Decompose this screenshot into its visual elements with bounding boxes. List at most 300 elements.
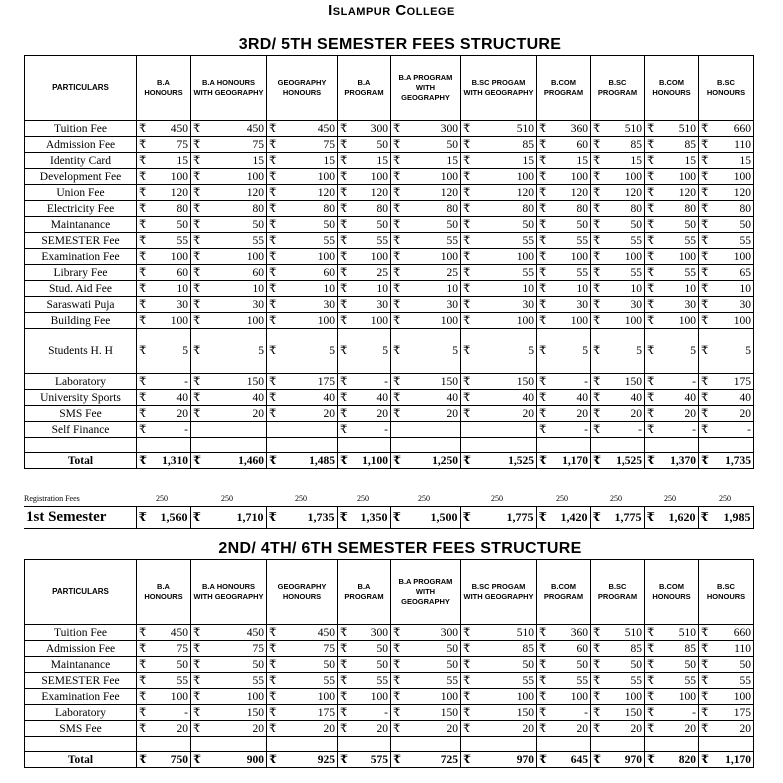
amount-cell [338, 374, 391, 390]
amount-cell [191, 705, 267, 721]
amount-value: 100 [570, 170, 588, 183]
currency-symbol: ₹ [539, 423, 547, 436]
amount-cell [699, 281, 754, 297]
currency-symbol: ₹ [463, 626, 471, 639]
currency-symbol: ₹ [193, 407, 201, 420]
amount-cell [267, 201, 338, 217]
amount-cell [391, 374, 461, 390]
amount-cell [537, 249, 591, 265]
amount-cell [391, 673, 461, 689]
currency-symbol: ₹ [193, 706, 201, 719]
fee-row [25, 673, 754, 689]
amount-cell [591, 201, 645, 217]
amount-cell [537, 169, 591, 185]
amount-cell [338, 689, 391, 705]
currency-symbol: ₹ [269, 170, 277, 183]
amount-value: 15 [176, 154, 188, 167]
currency-symbol: ₹ [393, 706, 401, 719]
amount-cell [699, 297, 754, 313]
amount-cell [391, 453, 461, 469]
amount-cell [645, 453, 699, 469]
currency-symbol: ₹ [701, 753, 710, 766]
amount-value: 10 [522, 282, 534, 295]
currency-symbol: ₹ [463, 375, 471, 388]
amount-value: 150 [246, 706, 264, 719]
amount-value: 15 [252, 154, 264, 167]
currency-symbol: ₹ [269, 282, 277, 295]
currency-symbol: ₹ [340, 690, 348, 703]
currency-symbol: ₹ [193, 202, 201, 215]
currency-symbol: ₹ [701, 423, 709, 436]
currency-symbol: ₹ [701, 454, 710, 467]
currency-symbol: ₹ [539, 282, 547, 295]
amount-cell [461, 390, 537, 406]
header-course: B.SC PROGRAM [591, 560, 645, 625]
amount-cell [645, 673, 699, 689]
currency-symbol: ₹ [462, 510, 471, 524]
amount-value: 120 [733, 186, 751, 199]
currency-symbol: ₹ [393, 314, 401, 327]
currency-symbol: ₹ [463, 391, 471, 404]
currency-symbol: ₹ [393, 122, 401, 135]
amount-cell [591, 297, 645, 313]
currency-symbol: ₹ [647, 314, 655, 327]
amount-value: 80 [376, 202, 388, 215]
amount-cell [699, 721, 754, 737]
amount-value: 10 [630, 282, 642, 295]
amount-value: 55 [684, 234, 696, 247]
amount-value: 100 [370, 250, 388, 263]
amount-cell [537, 689, 591, 705]
amount-value: 100 [170, 690, 188, 703]
first-semester-value: 1,985 [723, 510, 751, 524]
amount-cell [699, 329, 754, 374]
currency-symbol: ₹ [269, 138, 277, 151]
amount-value: 20 [252, 407, 264, 420]
amount-value: 100 [440, 314, 458, 327]
currency-symbol: ₹ [269, 122, 277, 135]
amount-cell [645, 657, 699, 673]
amount-value: 100 [570, 690, 588, 703]
fee-label: Tuition Fee [25, 625, 137, 641]
amount-cell [267, 374, 338, 390]
currency-symbol: ₹ [193, 642, 201, 655]
amount-value: 55 [739, 234, 751, 247]
fees-table-3rd-5th [24, 55, 754, 469]
amount-cell [699, 422, 754, 438]
currency-symbol: ₹ [701, 314, 709, 327]
amount-cell [591, 153, 645, 169]
currency-symbol: ₹ [393, 391, 401, 404]
currency-symbol: ₹ [593, 266, 601, 279]
amount-value: 5 [582, 345, 588, 357]
amount-cell [137, 249, 191, 265]
amount-value: 55 [630, 266, 642, 279]
amount-value: 40 [252, 391, 264, 404]
currency-symbol: ₹ [539, 706, 547, 719]
amount-cell [645, 169, 699, 185]
amount-value: - [692, 375, 696, 388]
amount-cell [645, 721, 699, 737]
currency-symbol: ₹ [593, 690, 601, 703]
fee-label: Self Finance [25, 422, 137, 438]
blank-cell [338, 737, 391, 752]
currency-symbol: ₹ [340, 407, 348, 420]
amount-cell [537, 390, 591, 406]
currency-symbol: ₹ [701, 375, 709, 388]
amount-cell [267, 121, 338, 137]
fee-row [25, 281, 754, 297]
amount-cell [267, 217, 338, 233]
first-semester-value: 1,775 [614, 510, 642, 524]
amount-cell [461, 297, 537, 313]
amount-cell [537, 121, 591, 137]
currency-symbol: ₹ [193, 122, 201, 135]
first-semester-cell [590, 507, 644, 529]
currency-symbol: ₹ [340, 234, 348, 247]
amount-cell [461, 374, 537, 390]
amount-value: 120 [516, 186, 534, 199]
amount-cell [391, 390, 461, 406]
amount-value: 100 [678, 170, 696, 183]
amount-value: 100 [516, 170, 534, 183]
blank-cell [391, 438, 461, 453]
fee-row [25, 329, 754, 374]
fee-label: Tuition Fee [25, 121, 137, 137]
currency-symbol: ₹ [701, 186, 709, 199]
currency-symbol: ₹ [340, 282, 348, 295]
amount-value: 660 [733, 626, 751, 639]
fee-row [25, 657, 754, 673]
amount-value: 80 [323, 202, 335, 215]
currency-symbol: ₹ [647, 674, 655, 687]
currency-symbol: ₹ [539, 407, 547, 420]
amount-cell [338, 249, 391, 265]
currency-symbol: ₹ [192, 510, 201, 524]
amount-value: 55 [684, 266, 696, 279]
first-semester-cell [390, 507, 460, 529]
amount-cell [645, 265, 699, 281]
fee-label: SEMESTER Fee [25, 673, 137, 689]
amount-cell [645, 406, 699, 422]
amount-cell [338, 185, 391, 201]
section1-title: 3RD/ 5TH SEMESTER FEES STRUCTURE [238, 36, 562, 53]
fee-label: SEMESTER Fee [25, 233, 137, 249]
amount-cell [338, 721, 391, 737]
amount-value: 25 [376, 266, 388, 279]
amount-cell [591, 673, 645, 689]
currency-symbol: ₹ [393, 690, 401, 703]
amount-value: 100 [678, 250, 696, 263]
amount-cell [191, 329, 267, 374]
amount-cell [699, 752, 754, 768]
currency-symbol: ₹ [393, 454, 402, 467]
total-label: Total [25, 453, 137, 469]
currency-symbol: ₹ [647, 218, 655, 231]
currency-symbol: ₹ [593, 170, 601, 183]
amount-cell [391, 297, 461, 313]
amount-cell [338, 137, 391, 153]
currency-symbol: ₹ [593, 234, 601, 247]
currency-symbol: ₹ [269, 753, 278, 766]
amount-value: 20 [446, 407, 458, 420]
currency-symbol: ₹ [340, 314, 348, 327]
amount-cell [461, 217, 537, 233]
currency-symbol: ₹ [269, 186, 277, 199]
amount-cell [591, 705, 645, 721]
amount-cell [191, 217, 267, 233]
currency-symbol: ₹ [393, 250, 401, 263]
amount-cell [591, 185, 645, 201]
amount-value: 20 [630, 722, 642, 735]
amount-cell [591, 374, 645, 390]
college-name: Islampur College [328, 2, 455, 19]
amount-cell [699, 313, 754, 329]
header-course: B.A PROGRAM WITH GEOGRAPHY [391, 560, 461, 625]
header-course: GEOGRAPHY HONOURS [267, 560, 338, 625]
header-course: B.SC PROGAM WITH GEOGRAPHY [461, 56, 537, 121]
amount-value: 30 [376, 298, 388, 311]
amount-value: 175 [317, 706, 335, 719]
amount-value: 100 [678, 690, 696, 703]
currency-symbol: ₹ [139, 375, 147, 388]
amount-cell [645, 329, 699, 374]
currency-symbol: ₹ [269, 266, 277, 279]
amount-value: 60 [576, 642, 588, 655]
amount-cell [591, 137, 645, 153]
amount-value: 360 [570, 122, 588, 135]
amount-cell [137, 169, 191, 185]
currency-symbol: ₹ [463, 722, 471, 735]
amount-cell [591, 453, 645, 469]
currency-symbol: ₹ [393, 154, 401, 167]
amount-value: 40 [739, 391, 751, 404]
amount-value: 55 [176, 234, 188, 247]
currency-symbol: ₹ [269, 375, 277, 388]
amount-value: 75 [176, 642, 188, 655]
fee-row [25, 201, 754, 217]
amount-value: 5 [182, 345, 188, 357]
amount-cell [699, 137, 754, 153]
amount-cell [391, 721, 461, 737]
amount-value: 30 [323, 298, 335, 311]
amount-value: 50 [630, 218, 642, 231]
amount-cell [191, 390, 267, 406]
header-particulars: PARTICULARS [25, 56, 137, 121]
amount-value: 85 [630, 642, 642, 655]
amount-value: 100 [440, 250, 458, 263]
currency-symbol: ₹ [269, 626, 277, 639]
fee-label: SMS Fee [25, 721, 137, 737]
amount-value: 55 [684, 674, 696, 687]
amount-value: 820 [678, 753, 696, 766]
amount-value: 100 [317, 250, 335, 263]
amount-cell [338, 752, 391, 768]
amount-value: 55 [176, 674, 188, 687]
currency-symbol: ₹ [193, 391, 201, 404]
blank-cell [645, 737, 699, 752]
amount-cell [461, 153, 537, 169]
currency-symbol: ₹ [340, 154, 348, 167]
amount-cell [461, 313, 537, 329]
amount-value: 925 [317, 753, 335, 766]
currency-symbol: ₹ [269, 234, 277, 247]
first-semester-value: 1,735 [307, 510, 335, 524]
amount-cell [461, 169, 537, 185]
amount-value: 100 [516, 250, 534, 263]
header-course: B.SC HONOURS [699, 560, 754, 625]
header-course: B.A HONOURS WITH GEOGRAPHY [191, 560, 267, 625]
amount-value: 100 [624, 314, 642, 327]
amount-value: 100 [170, 314, 188, 327]
amount-cell [537, 185, 591, 201]
currency-symbol: ₹ [463, 282, 471, 295]
amount-value: 100 [733, 690, 751, 703]
amount-value: 50 [176, 218, 188, 231]
amount-cell [137, 673, 191, 689]
currency-symbol: ₹ [340, 454, 349, 467]
amount-value: 100 [246, 690, 264, 703]
currency-symbol: ₹ [647, 753, 656, 766]
amount-cell [645, 641, 699, 657]
total-label: Total [25, 752, 137, 768]
blank-cell [461, 737, 537, 752]
first-semester-tr [24, 507, 753, 529]
amount-value: 100 [246, 250, 264, 263]
amount-cell [699, 705, 754, 721]
amount-value: 75 [323, 138, 335, 151]
amount-cell [391, 201, 461, 217]
amount-value: 50 [376, 642, 388, 655]
currency-symbol: ₹ [539, 642, 547, 655]
amount-cell [645, 281, 699, 297]
amount-value: 30 [446, 298, 458, 311]
amount-cell [137, 752, 191, 768]
currency-symbol: ₹ [340, 122, 348, 135]
amount-value: 40 [323, 391, 335, 404]
currency-symbol: ₹ [463, 674, 471, 687]
currency-symbol: ₹ [463, 218, 471, 231]
amount-value: 50 [522, 218, 534, 231]
currency-symbol: ₹ [139, 170, 147, 183]
amount-value: 5 [690, 345, 696, 357]
currency-symbol: ₹ [701, 674, 709, 687]
amount-cell [267, 657, 338, 673]
fee-row [25, 217, 754, 233]
amount-value: 1,525 [616, 454, 642, 467]
currency-symbol: ₹ [463, 138, 471, 151]
currency-symbol: ₹ [701, 218, 709, 231]
amount-cell [137, 217, 191, 233]
amount-cell [191, 233, 267, 249]
amount-value: 40 [684, 391, 696, 404]
fee-label: SMS Fee [25, 406, 137, 422]
currency-symbol: ₹ [139, 186, 147, 199]
amount-cell [537, 233, 591, 249]
currency-symbol: ₹ [340, 250, 348, 263]
amount-cell [699, 374, 754, 390]
amount-value: 50 [252, 658, 264, 671]
currency-symbol: ₹ [139, 154, 147, 167]
amount-value: 40 [630, 391, 642, 404]
currency-symbol: ₹ [593, 407, 601, 420]
amount-cell [699, 673, 754, 689]
amount-cell [391, 281, 461, 297]
amount-cell [461, 721, 537, 737]
amount-cell [191, 689, 267, 705]
currency-symbol: ₹ [340, 375, 348, 388]
amount-cell [267, 422, 338, 438]
amount-value: 10 [176, 282, 188, 295]
amount-cell [537, 453, 591, 469]
amount-cell [137, 281, 191, 297]
amount-value: 85 [630, 138, 642, 151]
amount-value: 10 [684, 282, 696, 295]
currency-symbol: ₹ [539, 266, 547, 279]
currency-symbol: ₹ [193, 658, 201, 671]
currency-symbol: ₹ [340, 423, 348, 436]
currency-symbol: ₹ [593, 250, 601, 263]
amount-value: 55 [576, 266, 588, 279]
amount-value: 20 [376, 722, 388, 735]
amount-cell [267, 249, 338, 265]
amount-cell [338, 329, 391, 374]
amount-value: 1,525 [508, 454, 534, 467]
amount-value: 100 [624, 170, 642, 183]
amount-cell [699, 390, 754, 406]
amount-cell [391, 137, 461, 153]
amount-value: 575 [370, 753, 388, 766]
currency-symbol: ₹ [647, 658, 655, 671]
amount-cell [461, 673, 537, 689]
amount-value: 30 [739, 298, 751, 311]
currency-symbol: ₹ [139, 626, 147, 639]
amount-cell [645, 233, 699, 249]
header-course: B.SC PROGAM WITH GEOGRAPHY [461, 560, 537, 625]
currency-symbol: ₹ [340, 706, 348, 719]
amount-cell [137, 201, 191, 217]
currency-symbol: ₹ [139, 314, 147, 327]
amount-value: - [384, 423, 388, 436]
currency-symbol: ₹ [539, 454, 548, 467]
amount-cell [191, 657, 267, 673]
amount-value: 20 [176, 722, 188, 735]
blank-cell [137, 737, 191, 752]
amount-value: 50 [576, 218, 588, 231]
amount-cell [267, 265, 338, 281]
amount-value: 15 [576, 154, 588, 167]
currency-symbol: ₹ [701, 706, 709, 719]
currency-symbol: ₹ [340, 722, 348, 735]
amount-cell [267, 641, 338, 657]
currency-symbol: ₹ [269, 202, 277, 215]
amount-value: 85 [684, 138, 696, 151]
currency-symbol: ₹ [139, 218, 147, 231]
currency-symbol: ₹ [340, 170, 348, 183]
amount-value: 10 [252, 282, 264, 295]
amount-value: 80 [522, 202, 534, 215]
currency-symbol: ₹ [539, 375, 547, 388]
currency-symbol: ₹ [393, 266, 401, 279]
blank-cell [591, 438, 645, 453]
currency-symbol: ₹ [701, 626, 709, 639]
amount-cell [591, 249, 645, 265]
fee-row [25, 121, 754, 137]
amount-cell [645, 185, 699, 201]
currency-symbol: ₹ [701, 202, 709, 215]
amount-value: 725 [440, 753, 458, 766]
amount-value: 150 [246, 375, 264, 388]
